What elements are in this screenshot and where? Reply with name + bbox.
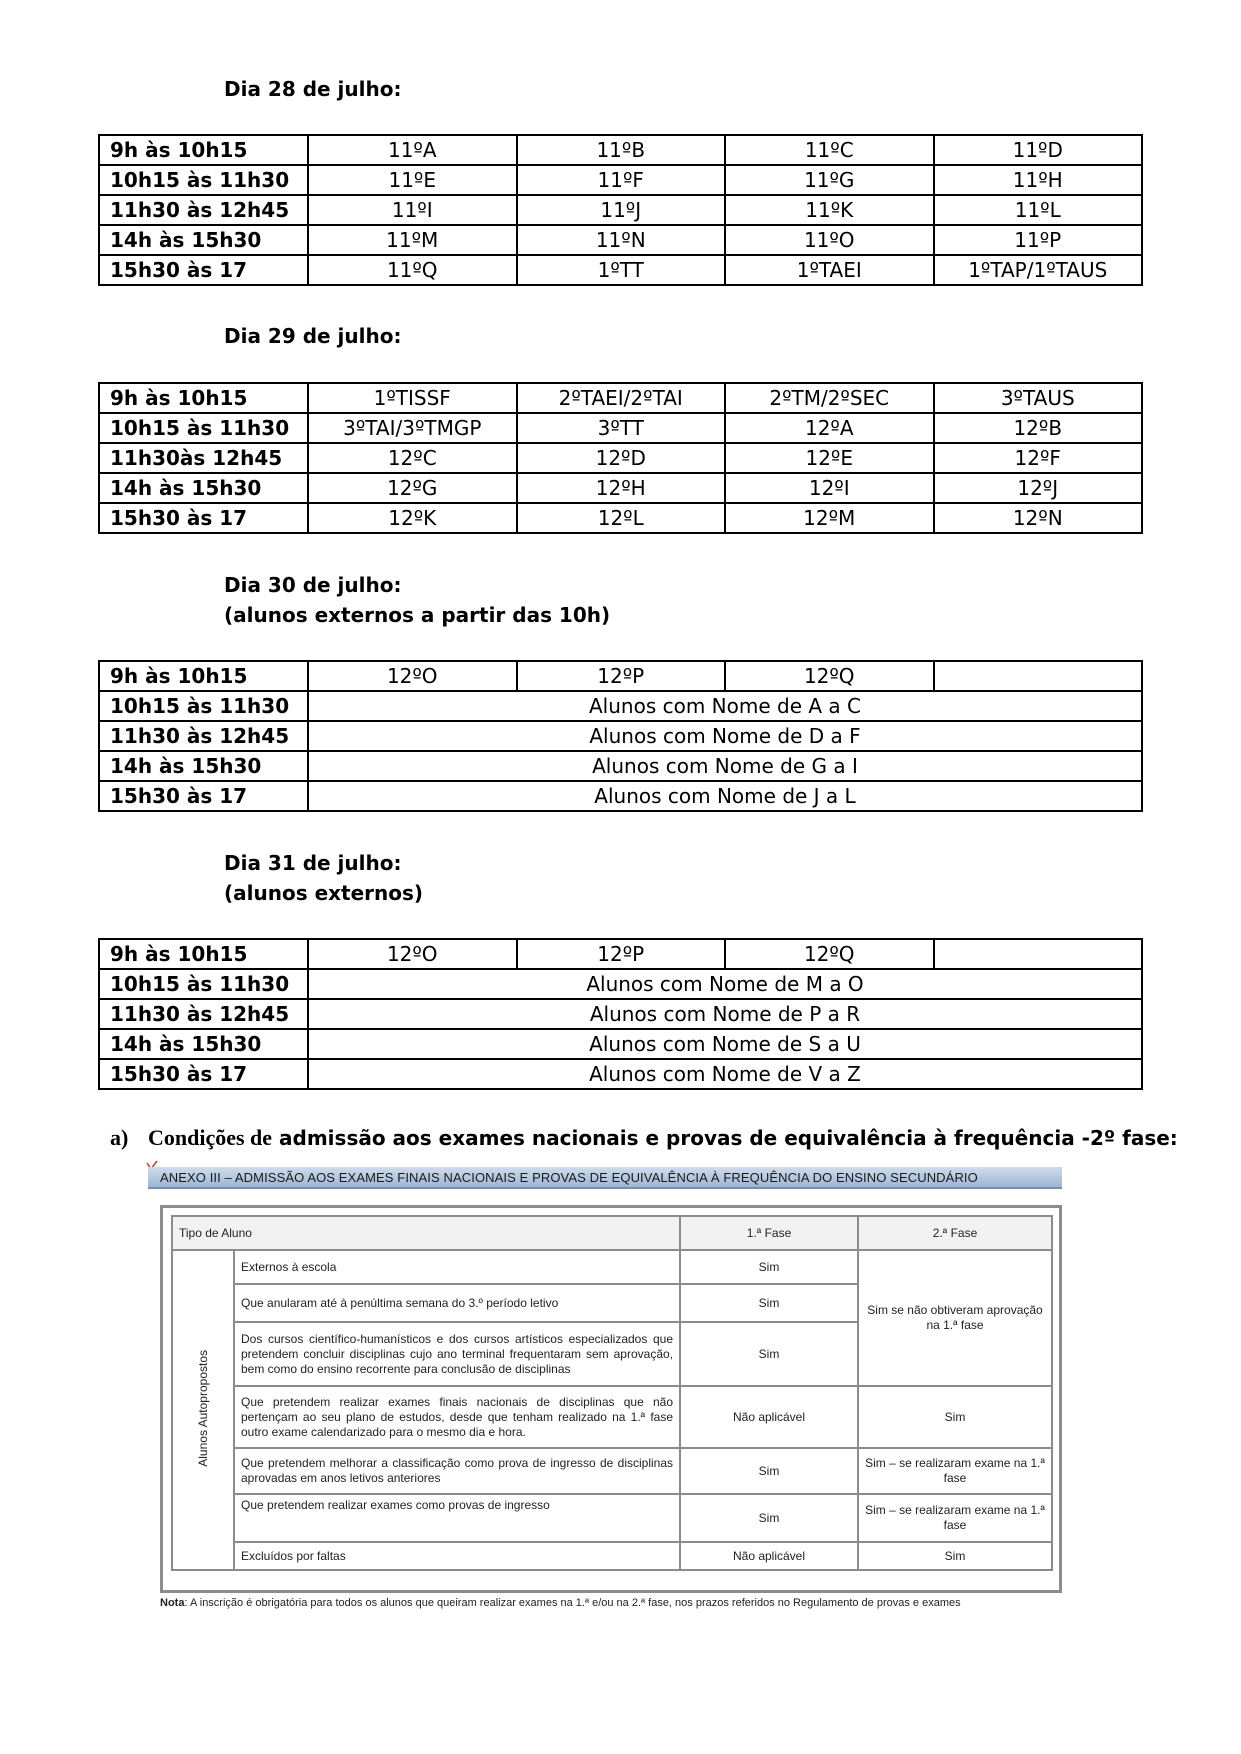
table-row	[99, 443, 1142, 473]
table-row	[99, 255, 1142, 285]
class-cell: 3ºTT	[517, 413, 726, 443]
class-cell	[934, 661, 1143, 691]
annex-title: ANEXO III – ADMISSÃO AOS EXAMES FINAIS NACIONAIS E PROVAS DE EQUIVALÊNCIA À FREQUÊNCIA DO ENSINO SECUNDÁRIO	[160, 1170, 978, 1185]
annex-row-fase1: Sim	[680, 1250, 858, 1284]
class-cell: 12ºQ	[725, 939, 934, 969]
class-cell: 11ºG	[725, 165, 934, 195]
time-slot-cell: 15h30 às 17	[99, 1059, 308, 1089]
time-slot-cell: 10h15 às 11h30	[99, 969, 308, 999]
annex-row-fase1: Sim	[680, 1494, 858, 1542]
annex-row-fase2: Sim	[858, 1386, 1052, 1448]
annex-row-fase1: Não aplicável	[680, 1542, 858, 1570]
annex-row-desc: Externos à escola	[234, 1250, 680, 1284]
time-slot-cell: 15h30 às 17	[99, 503, 308, 533]
annex-row-fase2: Sim	[858, 1542, 1052, 1570]
table-row	[99, 1029, 1142, 1059]
time-slot-cell: 11h30 às 12h45	[99, 721, 308, 751]
class-cell: 11ºO	[725, 225, 934, 255]
class-cell: 12ºP	[517, 661, 726, 691]
day-heading-text: Dia 29 de julho:	[224, 324, 402, 348]
class-cell: 11ºD	[934, 135, 1143, 165]
annex-row-desc: Que anularam até à penúltima semana do 3.º período letivo	[234, 1284, 680, 1322]
merged-group-cell: Alunos com Nome de M a O	[308, 969, 1142, 999]
class-cell: 11ºA	[308, 135, 517, 165]
class-cell: 2ºTAEI/2ºTAI	[517, 383, 726, 413]
table-row	[99, 165, 1142, 195]
class-cell: 11ºK	[725, 195, 934, 225]
class-cell: 3ºTAI/3ºTMGP	[308, 413, 517, 443]
class-cell: 12ºC	[308, 443, 517, 473]
class-cell: 11ºM	[308, 225, 517, 255]
class-cell: 12ºG	[308, 473, 517, 503]
schedule-table-30	[98, 660, 1143, 812]
annex-table	[171, 1215, 1053, 1571]
class-cell: 12ºQ	[725, 661, 934, 691]
day-subheading-text: (alunos externos)	[224, 881, 424, 905]
time-slot-cell: 11h30 às 12h45	[99, 999, 308, 1029]
annex-note-text: : A inscrição é obrigatória para todos os alunos que queiram realizar exames na 1.ª e/ou na 2.ª fase, nos prazos referidos no Regulamento de provas e exames	[184, 1597, 961, 1609]
annex-row-desc: Que pretendem melhorar a classificação como prova de ingresso de disciplinas aprovadas em anos letivos anteriores	[234, 1448, 680, 1494]
day-heading-29	[224, 321, 401, 351]
table-row	[99, 225, 1142, 255]
class-cell: 12ºO	[308, 661, 517, 691]
class-cell: 12ºB	[934, 413, 1143, 443]
table-row	[99, 413, 1142, 443]
class-cell: 12ºA	[725, 413, 934, 443]
time-slot-cell: 9h às 10h15	[99, 135, 308, 165]
table-row	[99, 195, 1142, 225]
class-cell: 12ºM	[725, 503, 934, 533]
class-cell: 12ºP	[517, 939, 726, 969]
class-cell: 1ºTT	[517, 255, 726, 285]
class-cell: 11ºC	[725, 135, 934, 165]
class-cell: 12ºJ	[934, 473, 1143, 503]
class-cell: 1ºTAP/1ºTAUS	[934, 255, 1143, 285]
class-cell: 11ºP	[934, 225, 1143, 255]
annex-header-tipo: Tipo de Aluno	[172, 1216, 680, 1250]
table-row	[99, 939, 1142, 969]
annex-row-fase2: Sim – se realizaram exame na 1.ª fase	[858, 1494, 1052, 1542]
class-cell: 11ºN	[517, 225, 726, 255]
class-cell: 11ºJ	[517, 195, 726, 225]
table-row	[99, 999, 1142, 1029]
annex-header-fase1: 1.ª Fase	[680, 1216, 858, 1250]
annex-title-bar	[148, 1167, 1062, 1189]
class-cell	[934, 939, 1143, 969]
schedule-table-29	[98, 382, 1143, 534]
schedule-table-31	[98, 938, 1143, 1090]
class-cell: 11ºB	[517, 135, 726, 165]
merged-group-cell: Alunos com Nome de S a U	[308, 1029, 1142, 1059]
day-heading-text: Dia 30 de julho:	[224, 573, 402, 597]
section-a-heading	[110, 1125, 1178, 1151]
time-slot-cell: 11h30às 12h45	[99, 443, 308, 473]
annex-table-frame	[160, 1205, 1062, 1593]
class-cell: 2ºTM/2ºSEC	[725, 383, 934, 413]
time-slot-cell: 14h às 15h30	[99, 225, 308, 255]
time-slot-cell: 14h às 15h30	[99, 751, 308, 781]
time-slot-cell: 9h às 10h15	[99, 383, 308, 413]
class-cell: 3ºTAUS	[934, 383, 1143, 413]
table-row	[99, 661, 1142, 691]
annex-note-label: Nota	[160, 1597, 185, 1609]
time-slot-cell: 14h às 15h30	[99, 473, 308, 503]
time-slot-cell: 15h30 às 17	[99, 781, 308, 811]
class-cell: 12ºK	[308, 503, 517, 533]
annex-merged-fase2: Sim se não obtiveram aprovação na 1.ª fase	[858, 1250, 1052, 1386]
annex-group-label: Alunos Autopropostos	[195, 1349, 210, 1467]
table-row	[99, 721, 1142, 751]
annex-row-desc: Que pretendem realizar exames finais nacionais de disciplinas que não pertençam ao seu plano de estudos, desde que tenham realizado na 1.ª fase outro exame calendarizado para o mesmo dia e hora.	[234, 1386, 680, 1448]
class-cell: 11ºL	[934, 195, 1143, 225]
annex-row-fase1: Sim	[680, 1448, 858, 1494]
table-row	[99, 383, 1142, 413]
class-cell: 11ºQ	[308, 255, 517, 285]
day-heading-30	[224, 570, 610, 630]
merged-group-cell: Alunos com Nome de D a F	[308, 721, 1142, 751]
table-row	[99, 751, 1142, 781]
day-subheading-text: (alunos externos a partir das 10h)	[224, 603, 611, 627]
annex-row-fase2: Sim – se realizaram exame na 1.ª fase	[858, 1448, 1052, 1494]
section-title-sans: admissão aos exames nacionais e provas de equivalência à frequência -2º fase:	[272, 1126, 1178, 1150]
annex-note	[160, 1597, 961, 1609]
annex-row-fase1: Sim	[680, 1284, 858, 1322]
section-marker: a)	[110, 1125, 129, 1150]
class-cell: 11ºF	[517, 165, 726, 195]
day-heading-28	[224, 74, 401, 104]
annex-row-desc: Que pretendem realizar exames como provas de ingresso	[234, 1494, 680, 1542]
class-cell: 12ºH	[517, 473, 726, 503]
merged-group-cell: Alunos com Nome de V a Z	[308, 1059, 1142, 1089]
class-cell: 11ºI	[308, 195, 517, 225]
day-heading-text: Dia 31 de julho:	[224, 851, 402, 875]
table-row	[99, 473, 1142, 503]
section-title-serif: Condições de	[148, 1125, 273, 1150]
class-cell: 12ºL	[517, 503, 726, 533]
table-row	[99, 969, 1142, 999]
class-cell: 12ºF	[934, 443, 1143, 473]
class-cell: 11ºE	[308, 165, 517, 195]
class-cell: 1ºTISSF	[308, 383, 517, 413]
table-row	[99, 503, 1142, 533]
merged-group-cell: Alunos com Nome de P a R	[308, 999, 1142, 1029]
class-cell: 1ºTAEI	[725, 255, 934, 285]
time-slot-cell: 11h30 às 12h45	[99, 195, 308, 225]
time-slot-cell: 9h às 10h15	[99, 939, 308, 969]
annex-row-desc: Excluídos por faltas	[234, 1542, 680, 1570]
annex-row-fase1: Sim	[680, 1322, 858, 1386]
annex-header-fase2: 2.ª Fase	[858, 1216, 1052, 1250]
time-slot-cell: 10h15 às 11h30	[99, 413, 308, 443]
day-heading-31	[224, 848, 423, 908]
schedule-table-28	[98, 134, 1143, 286]
class-cell: 12ºI	[725, 473, 934, 503]
class-cell: 12ºO	[308, 939, 517, 969]
annex-row-fase1: Não aplicável	[680, 1386, 858, 1448]
time-slot-cell: 14h às 15h30	[99, 1029, 308, 1059]
annex-group-cell	[172, 1250, 234, 1570]
time-slot-cell: 10h15 às 11h30	[99, 165, 308, 195]
merged-group-cell: Alunos com Nome de J a L	[308, 781, 1142, 811]
merged-group-cell: Alunos com Nome de G a I	[308, 751, 1142, 781]
time-slot-cell: 9h às 10h15	[99, 661, 308, 691]
class-cell: 12ºD	[517, 443, 726, 473]
merged-group-cell: Alunos com Nome de A a C	[308, 691, 1142, 721]
class-cell: 12ºN	[934, 503, 1143, 533]
table-row	[99, 781, 1142, 811]
table-row	[99, 135, 1142, 165]
table-row	[99, 1059, 1142, 1089]
time-slot-cell: 10h15 às 11h30	[99, 691, 308, 721]
annex-row-desc: Dos cursos científico-humanísticos e dos cursos artísticos especializados que pretendem concluir disciplinas cujo ano terminal frequentaram sem aprovação, bem como do ensino recorrente para conclusão de disciplinas	[234, 1322, 680, 1386]
time-slot-cell: 15h30 às 17	[99, 255, 308, 285]
class-cell: 11ºH	[934, 165, 1143, 195]
class-cell: 12ºE	[725, 443, 934, 473]
day-heading-text: Dia 28 de julho:	[224, 77, 402, 101]
table-row	[99, 691, 1142, 721]
